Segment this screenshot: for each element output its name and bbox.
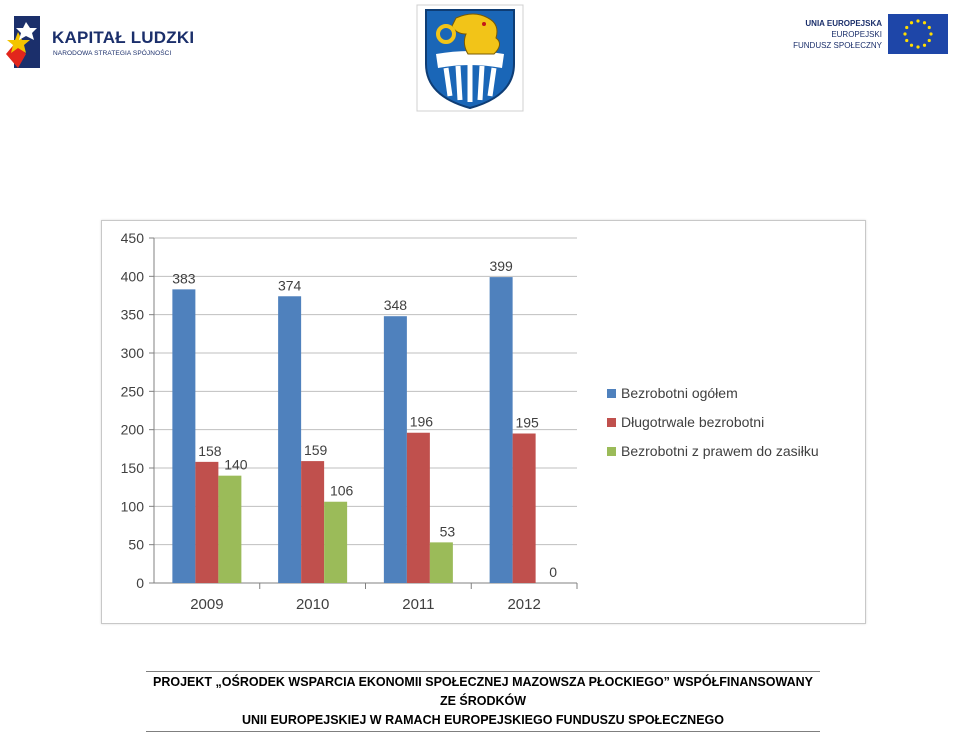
eu-star	[928, 39, 931, 42]
data-label: 158	[198, 442, 222, 459]
bar	[278, 296, 301, 583]
bar	[490, 277, 513, 583]
y-tick-label: 150	[120, 460, 144, 476]
legend-swatch	[607, 418, 616, 427]
footer-line2: UNII EUROPEJSKIEJ W RAMACH EUROPEJSKIEGO FUNDUSZU SPOŁECZNEGO	[241, 713, 724, 727]
eu-flag-icon	[888, 14, 948, 54]
eu-star	[916, 45, 919, 48]
legend-label: Długotrwale bezrobotni	[621, 414, 765, 430]
bar	[513, 434, 536, 584]
bar	[384, 316, 407, 583]
bar	[218, 476, 241, 583]
y-tick-label: 250	[120, 383, 144, 400]
data-label: 374	[277, 277, 302, 294]
y-tick-label: 350	[120, 306, 144, 323]
y-tick-label: 50	[128, 536, 144, 553]
data-label: 195	[515, 414, 539, 431]
bar	[195, 462, 218, 583]
y-tick-label: 100	[120, 498, 144, 515]
eu-star	[928, 26, 931, 29]
y-tick-label: 400	[120, 268, 144, 285]
bar	[172, 289, 195, 583]
legend-label: Bezrobotni ogółem	[621, 385, 738, 401]
bar	[301, 461, 324, 583]
kapital-ludzki-title: KAPITAŁ LUDZKI	[52, 28, 195, 47]
eu-star	[923, 44, 926, 47]
x-tick-label: 2010	[295, 596, 330, 613]
data-label: 348	[383, 297, 408, 314]
data-label: 399	[489, 258, 513, 275]
y-tick-label: 300	[120, 345, 144, 361]
eu-star	[929, 32, 932, 35]
eu-logo-line2: EUROPEJSKI	[831, 30, 882, 39]
data-label: 196	[409, 413, 434, 430]
eu-logo	[780, 14, 950, 56]
y-tick-label: 200	[120, 421, 144, 438]
coat-of-arms-griffin-icon	[416, 4, 524, 112]
legend-swatch	[607, 389, 616, 398]
legend-swatch	[607, 447, 616, 456]
data-label: 53	[439, 523, 456, 540]
bar	[430, 542, 453, 583]
y-tick-label: 0	[136, 575, 144, 591]
kapital-ludzki-mark-icon	[6, 14, 44, 70]
data-label: 140	[224, 456, 248, 473]
project-footer	[146, 671, 820, 732]
unemployment-bar-chart	[102, 221, 865, 623]
eu-star	[910, 21, 913, 24]
data-label: 159	[303, 442, 328, 459]
bar	[407, 433, 430, 583]
kapital-ludzki-subtitle: NARODOWA STRATEGIA SPÓJNOŚCI	[53, 50, 172, 57]
eu-star	[905, 39, 908, 42]
eu-star	[923, 21, 926, 24]
footer-line1: PROJEKT „OŚRODEK WSPARCIA EKONOMII SPOŁECZNEJ MAZOWSZA PŁOCKIEGO” WSPÓŁFINANSOWANY ZE ŚRODKÓW	[153, 675, 813, 708]
eu-star	[916, 19, 919, 22]
x-tick-label: 2011	[402, 596, 435, 613]
data-label: 383	[172, 270, 196, 287]
data-label: 0	[549, 564, 558, 580]
y-tick-label: 450	[120, 230, 144, 246]
eu-logo-line1: UNIA EUROPEJSKA	[805, 19, 882, 28]
x-tick-label: 2009	[190, 596, 224, 613]
kapital-ludzki-logo	[4, 12, 195, 72]
eu-logo-text	[793, 18, 882, 51]
data-label: 106	[329, 482, 354, 499]
eu-star	[910, 44, 913, 47]
chart-frame	[101, 220, 866, 624]
eu-star	[903, 32, 906, 35]
legend-label: Bezrobotni z prawem do zasiłku	[621, 443, 819, 459]
x-tick-label: 2012	[507, 596, 541, 613]
eu-logo-line3: FUNDUSZ SPOŁECZNY	[793, 41, 882, 50]
eu-star	[905, 26, 908, 29]
bar	[324, 502, 347, 583]
